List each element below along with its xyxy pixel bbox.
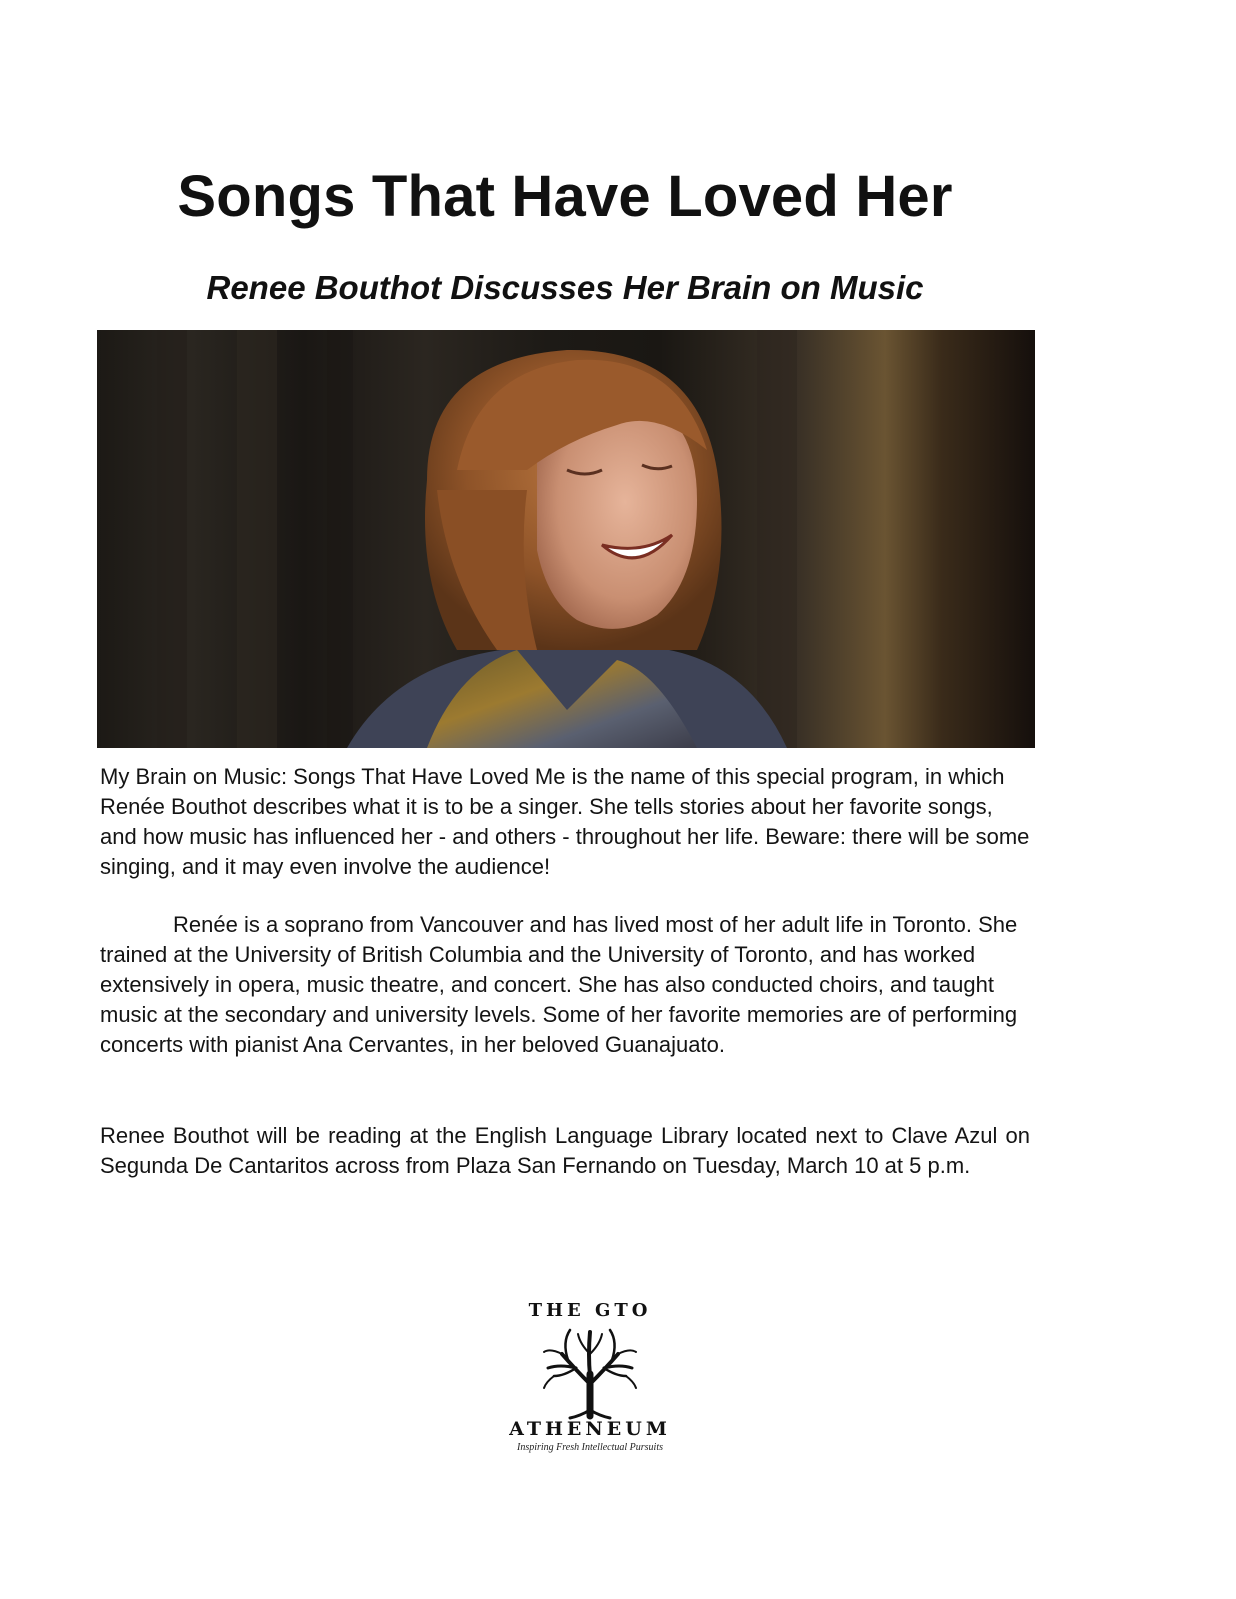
paragraph-bio: Renée is a soprano from Vancouver and has lived most of her adult life in Toronto. She trained at the University of British Columbia and the University of Toronto, and has worked extensively in opera, music theatre, and concert. She has also conducted choirs, and taught music at the secondary and university levels. Some of her favorite memories are of performing concerts with pianist Ana Cervantes, in her beloved Guanajuato. (100, 912, 1018, 1057)
logo-bottom-text: ATHENEUM (509, 1418, 671, 1440)
flyer-title: Songs That Have Loved Her (177, 164, 953, 229)
tree-icon (540, 1324, 640, 1420)
paragraph-event-details: Renee Bouthot will be reading at the English Language Library located next to Clave Azul on Segunda De Cantaritos across from Plaza San Fernando on Tuesday, March 10 at 5 p.m. (100, 1123, 1030, 1178)
logo-tagline: Inspiring Fresh Intellectual Pursuits (516, 1442, 663, 1453)
singer-photo (97, 330, 1035, 748)
flyer-subtitle: Renee Bouthot Discusses Her Brain on Music (206, 269, 924, 306)
logo-top-text: THE GTO (528, 1300, 652, 1321)
gto-atheneum-logo (480, 1300, 700, 1470)
paragraph-program: My Brain on Music: Songs That Have Loved Me is the name of this special program, in which Renée Bouthot describes what it is to be a singer. She tells stories about her favorite songs, and how music has influenced her - and others - throughout her life. Beware: there will be some singing, and it may even involve the audience! (100, 764, 1030, 879)
